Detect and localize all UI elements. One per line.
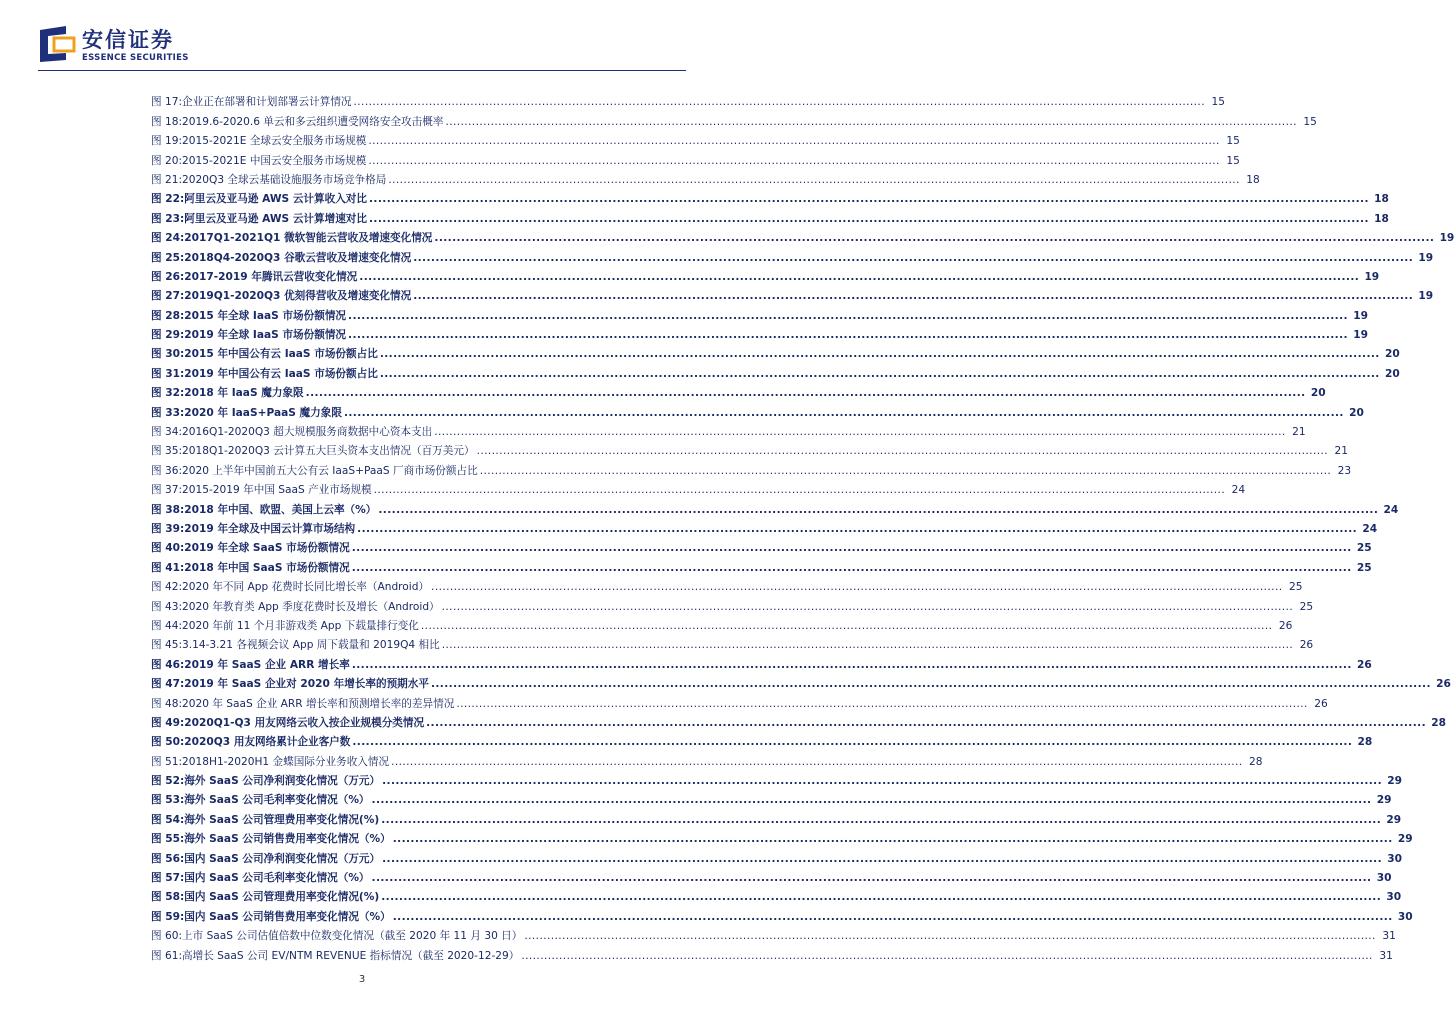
toc-dot-leader [382, 853, 1382, 866]
toc-entry[interactable] [151, 497, 1399, 516]
toc-dot-leader [391, 756, 1242, 769]
toc-entry-number: 图 22: [151, 193, 185, 206]
toc-dot-leader [381, 891, 1381, 904]
toc-dot-leader [431, 678, 1431, 691]
toc-entry-number: 图 30: [151, 348, 185, 361]
toc-entry-title: 2020 年不同 App 花费时长同比增长率（Android） [182, 581, 430, 594]
toc-entry-number: 图 42: [151, 581, 183, 594]
toc-entry-title: 企业正在部署和计划部署云计算情况 [182, 96, 352, 109]
toc-entry-page: 26 [1299, 639, 1314, 652]
toc-entry[interactable] [151, 711, 1447, 730]
toc-dot-leader [348, 329, 1348, 342]
header-divider [38, 70, 686, 71]
toc-dot-leader [434, 426, 1285, 439]
toc-entry-number: 图 52: [151, 775, 185, 788]
toc-entry[interactable] [151, 943, 1393, 962]
toc-entry-page: 28 [1431, 716, 1447, 729]
toc-dot-leader [380, 348, 1380, 361]
toc-entry-title: 2018 年中国、欧盟、美国上云率（%） [184, 503, 377, 516]
toc-entry[interactable] [151, 148, 1240, 167]
toc-entry-number: 图 17: [151, 96, 183, 109]
toc-dot-leader [372, 872, 1372, 885]
toc-entry-number: 图 57: [151, 872, 185, 885]
toc-entry-number: 图 19: [151, 135, 183, 148]
toc-entry-title: 国内 SaaS 公司净利润变化情况（万元） [184, 852, 381, 865]
toc-entry-page: 18 [1374, 193, 1389, 206]
toc-dot-leader [348, 310, 1348, 323]
toc-dot-leader [445, 116, 1296, 129]
toc-entry-number: 图 28: [151, 309, 185, 322]
toc-entry[interactable] [151, 788, 1392, 807]
toc-entry-number: 图 40: [151, 542, 185, 555]
toc-entry-page: 28 [1249, 755, 1263, 768]
toc-entry[interactable] [151, 885, 1402, 904]
toc-entry-number: 图 18: [151, 115, 183, 128]
toc-entry-page: 24 [1383, 503, 1399, 516]
toc-entry[interactable] [151, 517, 1378, 536]
toc-entry-page: 19 [1353, 309, 1368, 322]
figure-index-list [151, 90, 1454, 963]
toc-entry[interactable] [151, 846, 1403, 865]
toc-entry-number: 图 34: [151, 426, 183, 439]
toc-dot-leader [442, 639, 1293, 652]
toc-entry-title: 阿里云及亚马逊 AWS 云计算增速对比 [184, 212, 367, 225]
toc-entry-number: 图 29: [151, 329, 185, 342]
toc-entry-number: 图 38: [151, 503, 185, 516]
toc-entry-number: 图 41: [151, 561, 185, 574]
page-header [0, 0, 724, 72]
toc-entry-number: 图 33: [151, 406, 185, 419]
toc-entry-title: 2019 年全球 SaaS 市场份额情况 [184, 542, 350, 555]
toc-entry-page: 18 [1246, 173, 1260, 186]
toc-entry[interactable] [151, 284, 1434, 303]
toc-entry-title: 国内 SaaS 公司销售费用率变化情况（%） [184, 910, 391, 923]
brand-name-cn: 安信证券 [82, 28, 174, 52]
toc-entry-number: 图 45: [151, 639, 183, 652]
toc-entry-title: 海外 SaaS 公司毛利率变化情况（%） [184, 794, 370, 807]
toc-entry[interactable] [151, 807, 1402, 826]
toc-entry[interactable] [151, 129, 1240, 148]
toc-entry-page: 25 [1289, 581, 1303, 594]
toc-entry-number: 图 58: [151, 891, 185, 904]
toc-entry-page: 24 [1231, 484, 1246, 497]
toc-entry-page: 26 [1314, 697, 1328, 710]
toc-entry-page: 30 [1387, 852, 1403, 865]
toc-entry-title: 国内 SaaS 公司管理费用率变化情况(%) [184, 891, 380, 904]
toc-entry-number: 图 61: [151, 949, 183, 962]
toc-dot-leader [388, 174, 1239, 187]
toc-entry[interactable] [151, 478, 1246, 497]
toc-entry-page: 19 [1353, 329, 1368, 342]
toc-entry-page: 31 [1382, 930, 1396, 943]
toc-entry-title: 2020Q3 全球云基础设施服务市场竞争格局 [182, 173, 387, 186]
toc-dot-leader [352, 736, 1352, 749]
toc-entry-number: 图 59: [151, 910, 185, 923]
toc-entry-title: 2015 年中国公有云 IaaS 市场份额占比 [184, 348, 378, 361]
page-number: 3 [358, 974, 366, 985]
toc-entry[interactable] [151, 691, 1328, 710]
toc-entry-title: 2016Q1-2020Q3 超大规模服务商数据中心资本支出 [182, 426, 433, 439]
toc-entry[interactable] [151, 381, 1326, 400]
toc-entry[interactable] [151, 904, 1413, 923]
toc-entry-number: 图 44: [151, 619, 183, 632]
toc-entry-page: 19 [1439, 232, 1454, 245]
toc-entry-title: 2019 年 SaaS 企业对 2020 年增长率的预期水平 [184, 678, 429, 691]
toc-entry-number: 图 55: [151, 833, 185, 846]
toc-dot-leader [352, 659, 1352, 672]
toc-dot-leader [393, 833, 1393, 846]
toc-entry[interactable] [151, 420, 1306, 439]
toc-dot-leader [368, 135, 1219, 148]
toc-entry-page: 15 [1226, 154, 1240, 167]
toc-dot-leader [426, 717, 1426, 730]
toc-entry[interactable] [151, 827, 1413, 846]
toc-entry-title: 海外 SaaS 公司净利润变化情况（万元） [184, 775, 381, 788]
toc-entry-title: 2019 年全球及中国云计算市场结构 [184, 522, 356, 535]
toc-entry[interactable] [151, 187, 1389, 206]
toc-entry-title: 2019Q1-2020Q3 优刻得营收及增速变化情况 [184, 290, 412, 303]
toc-entry-number: 图 20: [151, 154, 183, 167]
toc-entry-title: 2018Q4-2020Q3 谷歌云营收及增速变化情况 [184, 251, 412, 264]
toc-entry-page: 29 [1397, 833, 1413, 846]
toc-entry-page: 26 [1357, 658, 1372, 671]
toc-dot-leader [372, 794, 1372, 807]
toc-entry-number: 图 24: [151, 232, 185, 245]
toc-entry-title: 海外 SaaS 公司管理费用率变化情况(%) [184, 813, 380, 826]
toc-entry-page: 29 [1387, 775, 1403, 788]
toc-entry-page: 18 [1374, 212, 1389, 225]
toc-entry[interactable] [151, 594, 1314, 613]
toc-entry-number: 图 51: [151, 755, 183, 768]
toc-entry[interactable] [151, 458, 1352, 477]
toc-entry-page: 21 [1334, 445, 1349, 458]
toc-entry[interactable] [151, 342, 1400, 361]
toc-entry-title: 2019 年 SaaS 企业 ARR 增长率 [184, 658, 350, 671]
toc-entry-page: 26 [1278, 619, 1293, 632]
toc-entry[interactable] [151, 866, 1392, 885]
toc-entry-title: 2020 年前 11 个月非游戏类 App 下载量排行变化 [182, 619, 419, 632]
brand-name-en: ESSENCE SECURITIES [82, 53, 189, 63]
toc-entry[interactable] [151, 749, 1263, 768]
toc-entry-number: 图 47: [151, 678, 185, 691]
toc-dot-leader [456, 698, 1307, 711]
toc-entry-page: 26 [1436, 678, 1451, 691]
toc-entry-page: 25 [1299, 600, 1314, 613]
toc-entry[interactable] [151, 303, 1368, 322]
toc-dot-leader [480, 465, 1331, 478]
toc-dot-leader [524, 930, 1375, 943]
toc-entry-title: 海外 SaaS 公司销售费用率变化情况（%） [184, 833, 391, 846]
toc-entry[interactable] [151, 652, 1372, 671]
toc-entry-number: 图 37: [151, 484, 183, 497]
toc-entry-title: 2019 年全球 IaaS 市场份额情况 [184, 329, 347, 342]
toc-entry-page: 28 [1357, 736, 1373, 749]
toc-entry-page: 30 [1376, 872, 1392, 885]
toc-dot-leader [369, 213, 1369, 226]
toc-entry-number: 图 36: [151, 464, 183, 477]
toc-entry[interactable] [151, 575, 1303, 594]
toc-dot-leader [421, 620, 1272, 633]
toc-dot-leader [306, 387, 1306, 400]
toc-entry[interactable] [151, 400, 1364, 419]
toc-dot-leader [378, 504, 1378, 517]
toc-entry-page: 30 [1386, 891, 1402, 904]
toc-dot-leader [352, 562, 1352, 575]
toc-dot-leader [380, 368, 1380, 381]
toc-entry-number: 图 48: [151, 697, 183, 710]
toc-entry[interactable] [151, 245, 1434, 264]
toc-entry[interactable] [151, 265, 1380, 284]
toc-entry[interactable] [151, 672, 1451, 691]
toc-entry-page: 31 [1379, 949, 1393, 962]
toc-entry-page: 24 [1362, 522, 1378, 535]
toc-entry-page: 25 [1356, 542, 1372, 555]
toc-dot-leader [521, 950, 1372, 963]
toc-entry[interactable] [151, 614, 1293, 633]
toc-dot-leader [368, 155, 1219, 168]
toc-entry-number: 图 49: [151, 716, 185, 729]
toc-entry-page: 25 [1356, 561, 1372, 574]
toc-entry[interactable] [151, 633, 1314, 652]
toc-dot-leader [357, 523, 1357, 536]
toc-entry-page: 15 [1226, 135, 1240, 148]
toc-entry-number: 图 27: [151, 290, 185, 303]
toc-entry-page: 15 [1211, 96, 1225, 109]
toc-entry-title: 2020Q3 用友网络累计企业客户数 [184, 736, 351, 749]
toc-entry-title: 2020 年教育类 App 季度花费时长及增长（Android） [182, 600, 440, 613]
toc-entry-title: 国内 SaaS 公司毛利率变化情况（%） [184, 872, 370, 885]
toc-entry-title: 2020 年 SaaS 企业 ARR 增长率和预测增长率的差异情况 [182, 697, 455, 710]
toc-entry-title: 2018Q1-2020Q3 云计算五大巨头资本支出情况（百万美元） [182, 445, 475, 458]
toc-entry-page: 20 [1384, 348, 1400, 361]
toc-entry-number: 图 46: [151, 658, 185, 671]
toc-entry-number: 图 35: [151, 445, 183, 458]
toc-dot-leader [477, 445, 1328, 458]
toc-entry-number: 图 50: [151, 736, 185, 749]
toc-entry[interactable] [151, 924, 1396, 943]
toc-entry-title: 2017-2019 年腾讯云营收变化情况 [184, 270, 358, 283]
toc-dot-leader [393, 911, 1393, 924]
toc-entry[interactable] [151, 109, 1317, 128]
toc-entry-title: 2015-2019 年中国 SaaS 产业市场规模 [182, 484, 372, 497]
toc-entry-title: 2017Q1-2021Q1 微软智能云营收及增速变化情况 [184, 232, 433, 245]
toc-entry[interactable] [151, 168, 1260, 187]
toc-entry-title: 2015 年全球 IaaS 市场份额情况 [184, 309, 347, 322]
toc-entry-page: 15 [1303, 115, 1317, 128]
toc-entry-page: 19 [1418, 251, 1434, 264]
toc-entry-title: 2015-2021E 中国云安全服务市场规模 [182, 154, 367, 167]
toc-dot-leader [374, 484, 1225, 497]
toc-entry[interactable] [151, 536, 1372, 555]
toc-entry-number: 图 56: [151, 852, 185, 865]
toc-entry-page: 30 [1397, 910, 1413, 923]
toc-dot-leader [354, 96, 1205, 109]
toc-entry-number: 图 23: [151, 212, 185, 225]
toc-entry-title: 2018H1-2020H1 金蝶国际分业务收入情况 [182, 755, 390, 768]
toc-entry-number: 图 60: [151, 930, 183, 943]
toc-entry-title: 2020Q1-Q3 用友网络云收入按企业规模分类情况 [184, 716, 425, 729]
toc-dot-leader [352, 542, 1352, 555]
toc-entry-number: 图 26: [151, 270, 185, 283]
toc-dot-leader [344, 407, 1344, 420]
toc-entry[interactable] [151, 730, 1373, 749]
toc-entry-title: 2019 年中国公有云 IaaS 市场份额占比 [184, 367, 378, 380]
toc-entry-title: 2018 年 IaaS 魔力象限 [184, 387, 304, 400]
toc-entry-number: 图 25: [151, 251, 185, 264]
toc-dot-leader [431, 581, 1282, 594]
toc-entry[interactable] [151, 439, 1349, 458]
toc-entry[interactable] [151, 555, 1372, 574]
toc-entry[interactable] [151, 206, 1389, 225]
toc-entry-page: 20 [1310, 387, 1326, 400]
essence-logo-icon [40, 26, 76, 62]
toc-entry-title: 阿里云及亚马逊 AWS 云计算收入对比 [184, 193, 367, 206]
toc-entry-number: 图 32: [151, 387, 185, 400]
toc-entry-number: 图 53: [151, 794, 185, 807]
toc-dot-leader [382, 775, 1382, 788]
toc-entry-page: 29 [1386, 813, 1402, 826]
toc-entry-title: 2020 上半年中国前五大公有云 IaaS+PaaS 厂商市场份额占比 [182, 464, 478, 477]
toc-dot-leader [381, 814, 1381, 827]
toc-entry-page: 29 [1376, 794, 1392, 807]
toc-dot-leader [413, 290, 1413, 303]
toc-entry-title: 2019.6-2020.6 单云和多云组织遭受网络安全攻击概率 [182, 115, 444, 128]
toc-entry-page: 23 [1337, 464, 1352, 477]
toc-dot-leader [434, 232, 1434, 245]
toc-entry-title: 上市 SaaS 公司估值倍数中位数变化情况（截至 2020 年 11 月 30 日） [182, 930, 523, 943]
toc-entry[interactable] [151, 226, 1454, 245]
toc-entry[interactable] [151, 90, 1225, 109]
toc-entry-page: 19 [1364, 270, 1380, 283]
toc-entry-number: 图 31: [151, 367, 185, 380]
toc-entry-number: 图 39: [151, 522, 185, 535]
toc-entry-number: 图 43: [151, 600, 183, 613]
toc-dot-leader [359, 271, 1359, 284]
toc-dot-leader [369, 193, 1369, 206]
toc-entry-page: 20 [1384, 367, 1400, 380]
toc-entry-title: 2015-2021E 全球云安全服务市场规模 [182, 135, 367, 148]
toc-entry-title: 高增长 SaaS 公司 EV/NTM REVENUE 指标情况（截至 2020-12-29） [182, 949, 520, 962]
toc-dot-leader [442, 601, 1293, 614]
toc-entry-title: 2018 年中国 SaaS 市场份额情况 [184, 561, 350, 574]
toc-entry-number: 图 21: [151, 173, 183, 186]
toc-entry[interactable] [151, 769, 1403, 788]
toc-entry-title: 3.14-3.21 各视频会议 App 周下载量和 2019Q4 相比 [182, 639, 440, 652]
toc-dot-leader [413, 252, 1413, 265]
toc-entry-number: 图 54: [151, 813, 185, 826]
toc-entry[interactable] [151, 323, 1368, 342]
toc-entry[interactable] [151, 361, 1400, 380]
toc-entry-page: 21 [1292, 426, 1306, 439]
toc-entry-page: 20 [1349, 406, 1364, 419]
toc-entry-title: 2020 年 IaaS+PaaS 魔力象限 [184, 406, 342, 419]
toc-entry-page: 19 [1418, 290, 1434, 303]
